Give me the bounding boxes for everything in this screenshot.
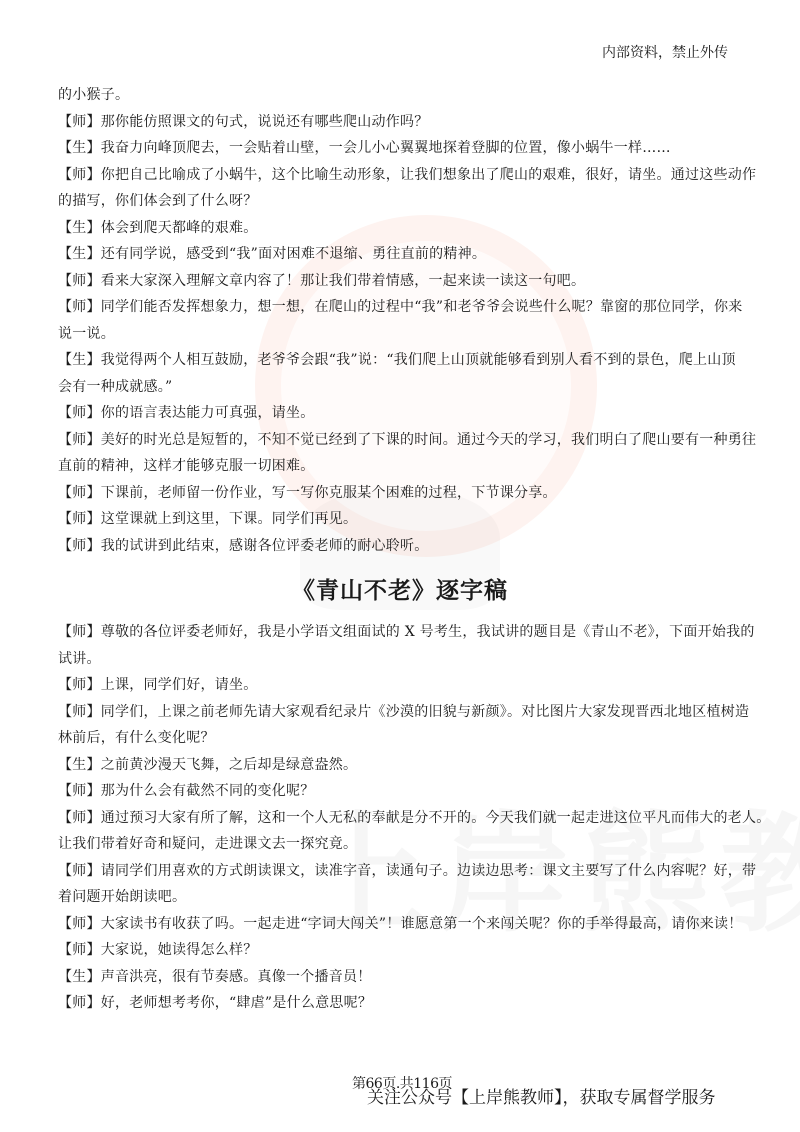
dialogue-paragraph xyxy=(58,937,748,964)
dialogue-paragraph xyxy=(58,964,748,991)
text-line: 【师】那为什么会有截然不同的变化呢？ xyxy=(58,783,315,799)
dialogue-paragraph xyxy=(58,672,748,699)
text-line: 【生】还有同学说，感受到“我”面对困难不退缩、勇往直前的精神。 xyxy=(58,246,487,262)
dialogue-paragraph xyxy=(58,506,748,533)
dialogue-paragraph xyxy=(58,619,755,672)
text-line: 【师】好，老师想考考你，“肆虐”是什么意思呢？ xyxy=(58,995,373,1011)
dialogue-paragraph xyxy=(58,911,748,938)
text-line: 让我们带着好奇和疑问，走进课文去一探究竟。 xyxy=(58,836,358,852)
dialogue-paragraph xyxy=(58,241,748,268)
text-line: 【师】这堂课就上到这里，下课。同学们再见。 xyxy=(58,511,358,527)
dialogue-paragraph xyxy=(58,699,748,752)
dialogue-paragraph xyxy=(58,480,748,507)
text-line: 【师】同学们，上课之前老师先请大家观看纪录片《沙漠的旧貌与新颜》。对比图片大家发现晋西北地区植树造 xyxy=(58,703,750,720)
dialogue-paragraph xyxy=(58,215,748,242)
dialogue-paragraph xyxy=(58,268,748,295)
dialogue-paragraph xyxy=(58,162,757,215)
text-line: 【师】大家说，她读得怎么样？ xyxy=(58,942,258,958)
text-line: 【生】我觉得两个人相互鼓励，老爷爷会跟“我”说：“我们爬上山顶就能够看到别人看不到的景色，爬上山顶 xyxy=(58,352,736,368)
text-line: 着问题开始朗读吧。 xyxy=(58,889,187,905)
dialogue-paragraph xyxy=(58,427,757,480)
transcript-section-1 xyxy=(58,82,757,559)
text-line: 的描写，你们体会到了什么呀？ xyxy=(58,193,258,209)
text-line: 【生】我奋力向峰顶爬去，一会贴着山壁，一会儿小心翼翼地探着登脚的位置，像小蜗牛一样…… xyxy=(58,140,671,156)
dialogue-paragraph xyxy=(58,109,748,136)
footer-promo: 关注公众号【上岸熊教师】，获取专属督学服务 xyxy=(367,1088,716,1108)
text-line: 【师】上课，同学们好，请坐。 xyxy=(58,677,258,693)
dialogue-paragraph xyxy=(58,533,748,560)
text-line: 【生】声音洪亮，很有节奏感。真像一个播音员！ xyxy=(58,968,372,985)
text-line: 【师】看来大家深入理解文章内容了！那让我们带着情感，一起来读一读这一句吧。 xyxy=(58,272,586,289)
dialogue-paragraph xyxy=(58,347,748,400)
text-line: 【师】同学们能否发挥想象力，想一想，在爬山的过程中“我”和老爷爷会说些什么呢？靠窗的那位同学，你来 xyxy=(58,299,743,315)
text-line: 【师】我的试讲到此结束，感谢各位评委老师的耐心聆听。 xyxy=(58,537,429,554)
text-line: 【师】大家读书有收获了吗。一起走进“字词大闯关”！谁愿意第一个来闯关呢？你的手举得最高，请你来读！ xyxy=(58,915,743,932)
text-line: 林前后，有什么变化呢？ xyxy=(58,730,215,746)
dialogue-paragraph xyxy=(58,752,748,779)
dialogue-paragraph xyxy=(58,805,771,858)
text-line: 说一说。 xyxy=(58,325,115,342)
dialogue-paragraph xyxy=(58,400,748,427)
dialogue-paragraph xyxy=(58,858,757,911)
text-line: 【师】美好的时光总是短暂的，不知不觉已经到了下课的时间。通过今天的学习，我们明白了爬山要有一种勇往 xyxy=(58,431,757,448)
text-line: 【生】之前黄沙漫天飞舞，之后却是绿意盎然。 xyxy=(58,756,358,773)
text-line: 【师】你把自己比喻成了小蜗牛，这个比喻生动形象，让我们想象出了爬山的艰难，很好，请坐。通过这些动作 xyxy=(58,166,757,183)
text-line: 【师】下课前，老师留一份作业，写一写你克服某个困难的过程，下节课分享。 xyxy=(58,484,557,501)
text-line: 【生】体会到爬天都峰的艰难。 xyxy=(58,219,258,236)
dialogue-paragraph xyxy=(58,778,748,805)
text-line: 【师】你的语言表达能力可真强，请坐。 xyxy=(58,405,315,421)
dialogue-paragraph xyxy=(58,82,748,109)
section-title: 《青山不老》逐字稿 xyxy=(292,577,508,604)
dialogue-paragraph xyxy=(58,294,748,347)
dialogue-paragraph xyxy=(58,990,748,1017)
text-line: 会有一种成就感。” xyxy=(58,378,173,395)
text-line: 直前的精神，这样才能够克服一切困难。 xyxy=(58,458,315,474)
text-line: 【师】那你能仿照课文的句式，说说还有哪些爬山动作吗？ xyxy=(58,113,429,130)
text-line: 【师】请同学们用喜欢的方式朗读课文，读准字音，读通句子。边读边思考：课文主要写了什么内容呢？好，带 xyxy=(58,862,757,879)
text-line: 【师】尊敬的各位评委老师好，我是小学语文组面试的 X 号考生，我试讲的题目是《青山不老》，下面开始我的 xyxy=(58,624,755,640)
text-line: 的小猴子。 xyxy=(58,87,130,103)
text-line: 试讲。 xyxy=(58,650,101,667)
confidential-note: 内部资料，禁止外传 xyxy=(602,45,728,61)
text-line: 【师】通过预习大家有所了解，这和一个人无私的奉献是分不开的。今天我们就一起走进这位平凡而伟大的老人。 xyxy=(58,809,771,826)
transcript-section-2 xyxy=(58,619,771,1017)
dialogue-paragraph xyxy=(58,135,748,162)
page-number: 第66页.共116页 xyxy=(352,1076,452,1092)
